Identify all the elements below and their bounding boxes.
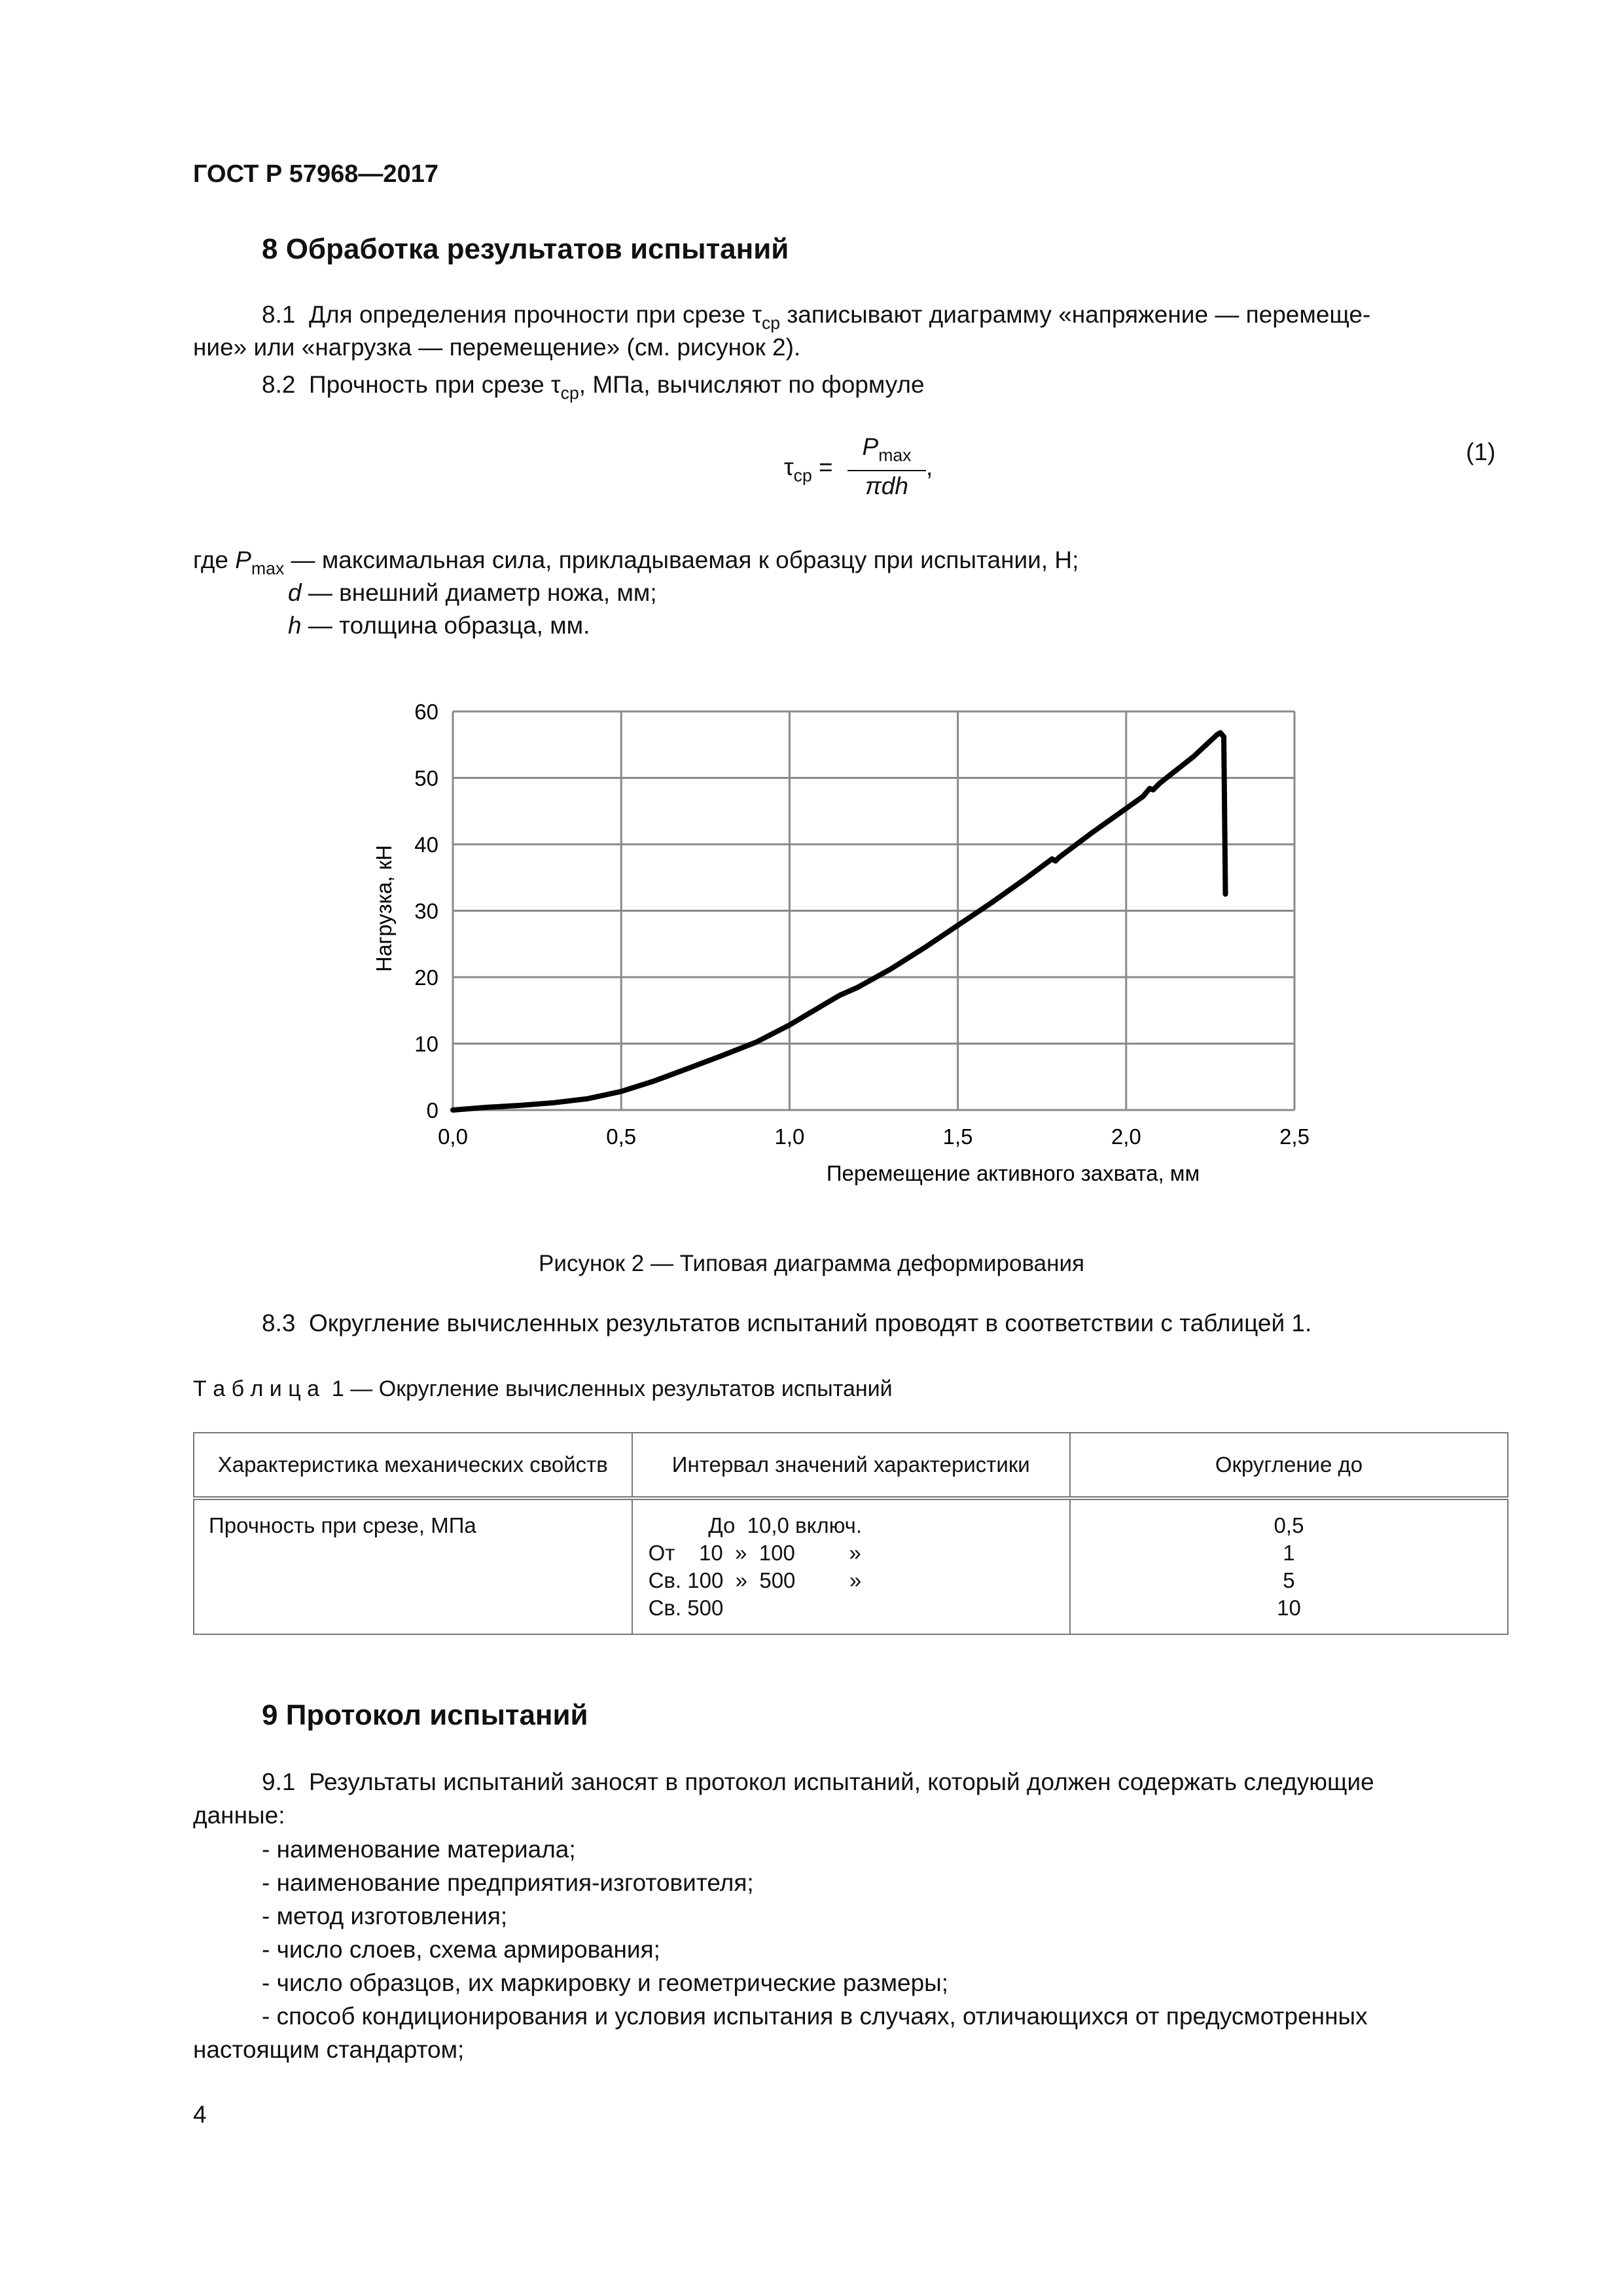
list-item: - способ кондиционирования и условия испытания в случаях, отличающихся от предусмотренных <box>262 2003 1368 2030</box>
table-cell-intervals: До 10,0 включ. От 10 » 100 » Св. 100 » 500 » Св. 500 <box>632 1498 1070 1634</box>
chart-y-tick-label: 40 <box>414 833 438 857</box>
formula-numerator: $P_{max}$ <box>847 432 926 471</box>
paragraph-9-1-line-2: данные: <box>193 1802 285 1829</box>
list-item: - число слоев, схема армирования; <box>262 1936 660 1963</box>
chart-ticks <box>414 700 1310 1149</box>
chart-x-tick-label: 1,5 <box>942 1124 973 1149</box>
chart-y-tick-label: 10 <box>414 1031 438 1056</box>
chart-x-tick-label: 0,5 <box>606 1124 637 1149</box>
paragraph-9-1-line-1: 9.1 Результаты испытаний заносят в протокол испытаний, который должен содержать следующие <box>262 1768 1374 1795</box>
chart-x-axis-label: Перемещение активного захвата, мм <box>826 1161 1200 1185</box>
list-item: - наименование материала; <box>262 1836 576 1863</box>
formula-comma: , <box>926 454 933 480</box>
paragraph-8-1-line-2: ние» или «нагрузка — перемещение» (см. рисунок 2). <box>193 334 801 361</box>
section-8-title: 8 Обработка результатов испытаний <box>262 233 789 265</box>
chart-grid <box>453 711 1294 1110</box>
document-header: ГОСТ Р 57968—2017 <box>193 160 438 188</box>
chart-x-tick-label: 0,0 <box>438 1124 468 1149</box>
chart-x-tick-label: 2,0 <box>1111 1124 1141 1149</box>
list-item: - наименование предприятия-изготовителя; <box>262 1869 754 1896</box>
formula-number: (1) <box>1466 439 1496 465</box>
chart-series-line <box>453 733 1226 1111</box>
paragraph-8-3: 8.3 Округление вычисленных результатов испытаний проводят в соответствии с таблицей 1. <box>262 1310 1312 1336</box>
where-line-1: где $P_{max}$ — максимальная сила, прикладываемая к образцу при испытании, Н; <box>193 547 1079 579</box>
list-item: - метод изготовления; <box>262 1903 508 1929</box>
chart-x-tick-label: 2,5 <box>1279 1124 1310 1149</box>
section-9-title: 9 Протокол испытаний <box>262 1699 588 1731</box>
table-header-cell: Характеристика механических свойств <box>194 1433 632 1498</box>
rounding-table <box>193 1432 1508 1635</box>
list-item-continuation: настоящим стандартом; <box>193 2036 465 2063</box>
page-number: 4 <box>193 2101 207 2128</box>
figure-caption: Рисунок 2 — Типовая диаграмма деформирования <box>539 1251 1084 1276</box>
chart-y-tick-label: 0 <box>426 1098 438 1122</box>
table-header-cell: Интервал значений характеристики <box>632 1433 1070 1498</box>
table-row <box>194 1498 1508 1634</box>
chart-y-tick-label: 50 <box>414 766 438 791</box>
table-caption: Т а б л и ц а 1 — Округление вычисленных результатов испытаний <box>193 1376 893 1401</box>
formula-lhs: $\tau_{ср}$ = <box>784 454 833 486</box>
chart-y-tick-label: 60 <box>414 700 438 724</box>
chart-y-tick-label: 30 <box>414 899 438 924</box>
where-line-3: h — толщина образца, мм. <box>288 612 590 639</box>
chart-y-tick-label: 20 <box>414 965 438 990</box>
list-item: - число образцов, их маркировку и геометрические размеры; <box>262 1969 949 1996</box>
paragraph-8-1-line-1: 8.1 Для определения прочности при срезе $\tau_{ср}$ записывают диаграмму «напряжение — перемеще- <box>262 301 1371 333</box>
table-cell-property: Прочность при срезе, МПа <box>194 1498 632 1634</box>
where-line-2: d — внешний диаметр ножа, мм; <box>288 579 657 606</box>
table-header-row <box>194 1433 1508 1498</box>
formula-denominator: πdh <box>865 473 908 500</box>
chart-y-axis-label: Нагрузка, кН <box>372 845 396 972</box>
chart-x-tick-label: 1,0 <box>774 1124 805 1149</box>
table-cell-rounding: 0,5 1 5 10 <box>1070 1498 1508 1634</box>
table-header-cell: Округление до <box>1070 1433 1508 1498</box>
paragraph-8-2: 8.2 Прочность при срезе $\tau_{ср}$, МПа, вычисляют по формуле <box>262 371 925 403</box>
